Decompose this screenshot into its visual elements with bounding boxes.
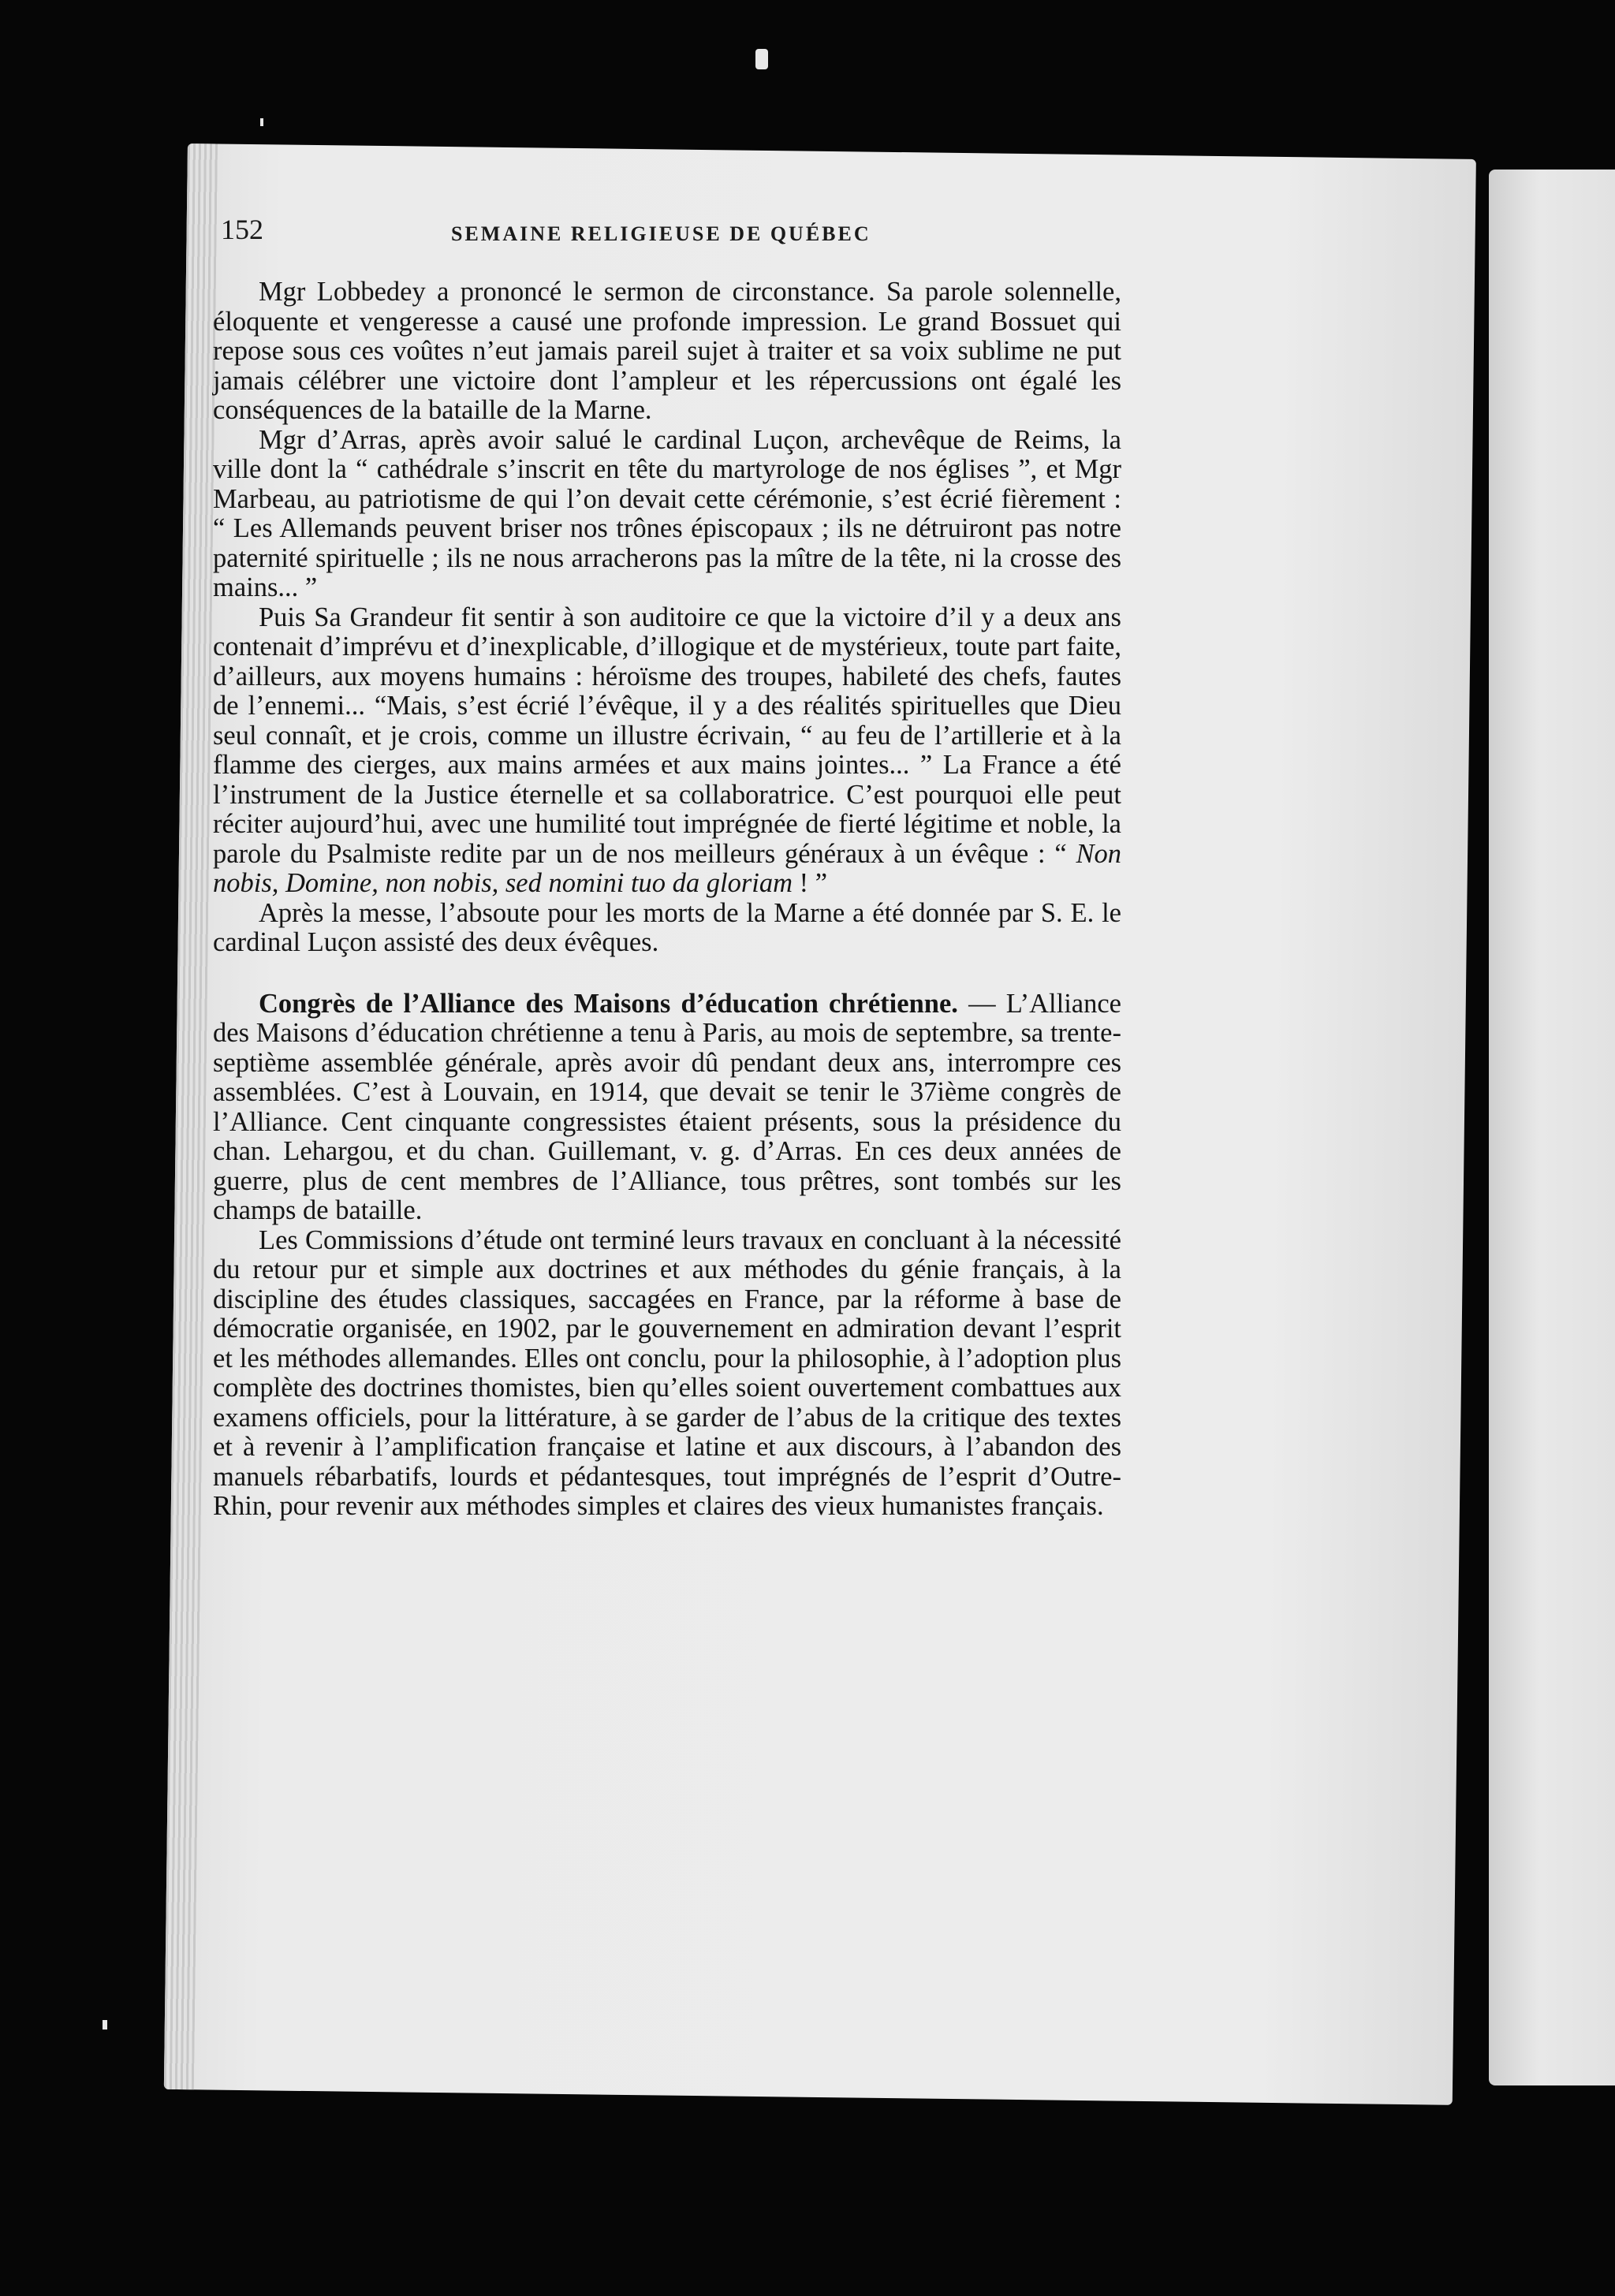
page-stack-edges: [164, 144, 218, 2089]
paragraph-congres-text: — L’Alliance des Maisons d’éducation chrétienne a tenu à Paris, au mois de septembre, sa trente-septième assemblée générale, après avoir dû pendant deux ans, interrompre ces assemblées. C’est à Louvain, en 1914, que devait se tenir le 37ième congrès de l’Alliance. Cent cinquante congressistes étaient présents, sous la présidence du chan. Lehargou, et du chan. Guillemant, v. g. d’Arras. En ces deux années de guerre, plus de cent membres de l’Alliance, tous prêtres, sont tombés sur les champs de bataille.: [213, 988, 1121, 1225]
page-number: 152: [221, 214, 263, 245]
section-heading: Congrès de l’Alliance des Maisons d’éducation chrétienne.: [259, 988, 958, 1019]
paragraph-grandeur-text: Puis Sa Grandeur fit sentir à son auditoire ce que la victoire d’il y a deux ans contenait d’imprévu et d’inexplicable, d’illogique et de mystérieux, toute part faite, d’ailleurs, aux moyens humains : héroïsme des troupes, habileté des chefs, fautes de l’ennemi... “Mais, s’est écrié l’évêque, il y a des réalités spirituelles que Dieu seul connaît, et je crois, comme un illustre écrivain, “ au feu de l’artillerie et à la flamme des cierges, aux mains armées et aux mains jointes... ” La France a été l’instrument de la Justice éternelle et sa collaboratrice. C’est pourquoi elle peut réciter aujourd’hui, avec une humilité tout imprégnée de fierté légitime et noble, la parole du Psalmiste redite par un de nos meilleurs généraux à un évêque : “: [213, 602, 1121, 869]
paragraph-mgr-arras: Mgr d’Arras, après avoir salué le cardinal Luçon, archevêque de Reims, la ville dont la “ cathédrale s’inscrit en tête du martyrologe de nos églises ”, et Mgr Marbeau, au patriotisme de qui l’on devait cette cérémonie, s’est écrié fièrement : “ Les Allemands peuvent briser nos trônes épiscopaux ; ils ne détruiront pas notre paternité spirituelle ; ils ne nous arracherons pas la mître de la tête, ni la crosse des mains... ”: [213, 424, 1121, 602]
page-body: [213, 278, 1121, 1522]
dust-speck: [103, 2020, 107, 2030]
paragraph-grandeur: [213, 603, 1121, 899]
paragraph-commissions: Les Commissions d’étude ont terminé leurs travaux en concluant à la nécessité du retour pur et simple aux doctrines et aux méthodes du génie français, à la discipline des études classiques, saccagées en France, par la réforme à base de démocratie organisée, en 1902, par le gouvernement en admiration devant l’esprit et les méthodes allemandes. Elles ont conclu, pour la philosophie, à l’adoption plus complète des doctrines thomistes, bien qu’elles soient ouvertement combattues aux examens officiels, pour la littérature, à se garder de l’abus de la critique des textes et à revenir à l’amplification française et latine et aux discours, à l’abandon des manuels rébarbatifs, lourds et pédantesques, tout imprégnés de l’esprit d’Outre-Rhin, pour revenir aux méthodes simples et claires des vieux humanistes français.: [213, 1224, 1121, 1521]
running-title: SEMAINE RELIGIEUSE DE QUÉBEC: [451, 222, 871, 245]
dust-speck: [755, 49, 768, 69]
paragraph-sermon: Mgr Lobbedey a prononcé le sermon de circonstance. Sa parole solennelle, éloquente et vengeresse a causé une profonde impression. Le grand Bossuet qui repose sous ces voûtes n’eut jamais pareil sujet à traiter et sa voix sublime ne put jamais célébrer une victoire dont l’ampleur et les répercussions ont égalé les conséquences de la bataille de la Marne.: [213, 277, 1121, 425]
latin-quote: Non nobis, Domine, non nobis, sed nomini tuo da gloriam: [213, 838, 1121, 898]
paragraph-congres: [213, 990, 1121, 1226]
paragraph-absoute: Après la messe, l’absoute pour les morts de la Marne a été donnée par S. E. le cardinal Luçon assisté des deux évêques.: [213, 897, 1121, 957]
page-header: [221, 213, 1120, 260]
adjacent-page-edge: [1489, 170, 1615, 2085]
dust-speck: [260, 118, 263, 126]
paragraph-grandeur-end: ! ”: [793, 868, 828, 898]
